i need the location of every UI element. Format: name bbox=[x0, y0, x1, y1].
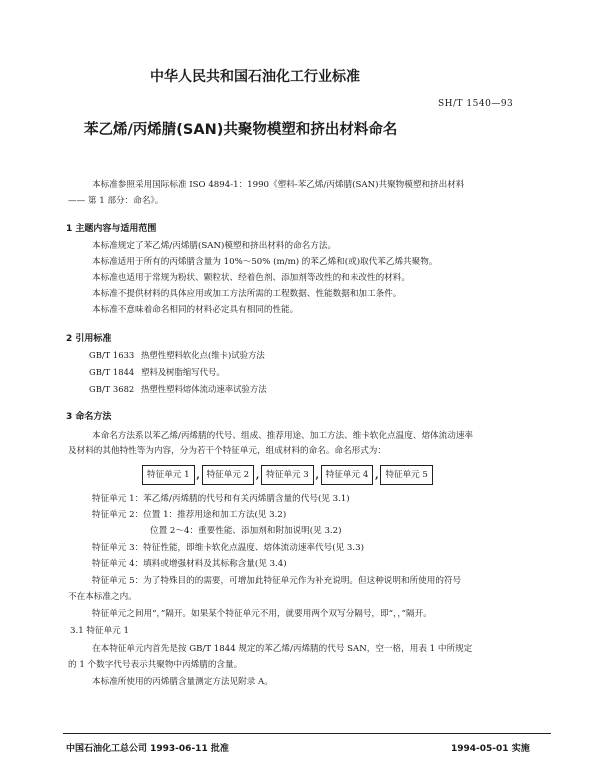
footer-rule bbox=[63, 733, 551, 734]
standard-code: SH/T 1540—93 bbox=[438, 99, 514, 109]
unit-description-5-cont: 不在本标准之内。 bbox=[68, 592, 137, 602]
subsection-3-1-line-3: 本标准所使用的丙烯腈含量测定方法见附录 A。 bbox=[92, 677, 273, 687]
section-3-para-line-2: 及材料的其他特性等为内容，分为若干个特征单元，组成材料的命名。命名形式为： bbox=[68, 446, 386, 456]
subsection-3-1-heading: 3.1 特征单元 1 bbox=[70, 626, 129, 636]
approval-note: 中国石油化工总公司 1993-06-11 批准 bbox=[66, 744, 229, 754]
reference-item bbox=[89, 381, 267, 398]
intro-line-2: —— 第 1 部分：命名》。 bbox=[68, 196, 164, 206]
reference-title: 热塑性塑料软化点(维卡)试验方法 bbox=[141, 350, 265, 360]
unit-separator: , bbox=[196, 469, 200, 481]
implementation-date: 1994-05-01 实施 bbox=[451, 744, 530, 754]
feature-unit-box-3: 特征单元 3 bbox=[261, 465, 314, 485]
issuing-body-title: 中华人民共和国石油化工行业标准 bbox=[150, 69, 360, 85]
section-1-line-2: 本标准适用于所有的丙烯腈含量为 10%～50% (m/m) 的苯乙烯和(或)取代苯乙烯共聚物。 bbox=[92, 257, 438, 267]
reference-code: GB/T 3682 bbox=[89, 384, 135, 394]
feature-unit-box-2: 特征单元 2 bbox=[202, 465, 255, 485]
section-2-heading: 2 引用标准 bbox=[66, 334, 112, 344]
feature-unit-box-1: 特征单元 1 bbox=[142, 465, 195, 485]
subsection-3-1-line-1: 在本特征单元内首先是按 GB/T 1844 规定的苯乙烯/丙烯腈的代号 SAN，空一格，用表 1 中所规定 bbox=[92, 644, 473, 654]
section-1-line-1: 本标准规定了苯乙烯/丙烯腈(SAN)模塑和挤出材料的命名方法。 bbox=[92, 241, 337, 251]
reference-item bbox=[89, 347, 267, 364]
unit-description-2: 特征单元 2：位置 1：推荐用途和加工方法(见 3.2) bbox=[92, 510, 287, 520]
unit-description-5: 特征单元 5：为了特殊目的的需要，可增加此特征单元作为补充说明。但这种说明和所使用的符号 bbox=[92, 576, 462, 586]
reference-code: GB/T 1844 bbox=[89, 367, 135, 377]
reference-list bbox=[89, 347, 267, 398]
unit-description-4: 特征单元 4：填料或增强材料及其标称含量(见 3.4) bbox=[92, 559, 287, 569]
unit-description-3: 特征单元 3：特征性能，即维卡软化点温度、熔体流动速率代号(见 3.3) bbox=[92, 543, 364, 553]
section-3-heading: 3 命名方法 bbox=[66, 412, 112, 422]
subsection-3-1-line-2: 的 1 个数字代号表示共聚物中丙烯腈的含量。 bbox=[68, 660, 243, 670]
unit-separator: , bbox=[315, 469, 319, 481]
reference-item bbox=[89, 364, 267, 381]
section-1-line-5: 本标准不意味着命名相同的材料必定具有相同的性能。 bbox=[92, 305, 299, 315]
reference-title: 热塑性塑料熔体流动速率试验方法 bbox=[141, 384, 267, 394]
unit-separator: , bbox=[375, 469, 379, 481]
standard-title: 苯乙烯/丙烯腈(SAN)共聚物模塑和挤出材料命名 bbox=[84, 122, 398, 138]
unit-description-2-positions: 位置 2～4：重要性能、添加剂和附加说明(见 3.2) bbox=[150, 526, 342, 536]
unit-description-1: 特征单元 1：苯乙烯/丙烯腈的代号和有关丙烯腈含量的代号(见 3.1) bbox=[92, 494, 350, 504]
intro-line-1: 本标准参照采用国际标准 ISO 4894-1：1990《塑料-苯乙烯/丙烯腈(SAN)共聚物模塑和挤出材料 bbox=[92, 180, 465, 190]
reference-code: GB/T 1633 bbox=[89, 350, 135, 360]
section-1-heading: 1 主题内容与适用范围 bbox=[66, 224, 157, 234]
feature-unit-box-4: 特征单元 4 bbox=[321, 465, 374, 485]
section-3-para-line-1: 本命名方法系以苯乙烯/丙烯腈的代号、组成、推荐用途、加工方法、维卡软化点温度、熔体流动速率 bbox=[92, 431, 474, 441]
naming-form-diagram bbox=[142, 464, 433, 486]
unit-separator: , bbox=[255, 469, 260, 481]
section-1-line-3: 本标准也适用于常规为粉状、颗粒状、经着色剂、添加剂等改性的和未改性的材料。 bbox=[92, 273, 410, 283]
separator-note: 特征单元之间用“，”隔开。如果某个特征单元不用，就要用两个双写分隔号，即“，，”隔开。 bbox=[92, 609, 432, 619]
feature-unit-box-5: 特征单元 5 bbox=[380, 465, 433, 485]
reference-title: 塑料及树脂缩写代号。 bbox=[141, 367, 225, 377]
section-1-line-4: 本标准不提供材料的具体应用或加工方法所需的工程数据、性能数据和加工条件。 bbox=[92, 289, 402, 299]
